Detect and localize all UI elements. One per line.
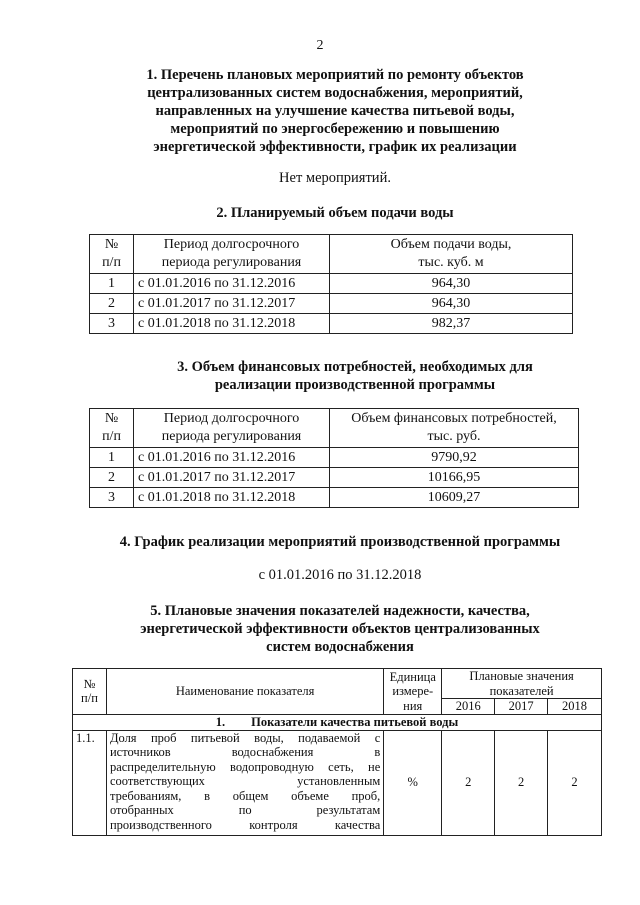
row-value-2016: 2 [442,730,495,835]
row-name-line: источников водоснабжения в [109,745,381,759]
group-num: 1. [215,714,226,729]
row-indicator-name [106,730,383,835]
row-value: 10609,27 [330,488,579,508]
section1-title [120,66,550,156]
section5-title-line: энергетической эффективности объектов централизованных [140,621,540,637]
row-name-line: требованиям, в общем объеме проб, [109,788,381,803]
row-name-line: соответствующих установленным [109,774,381,788]
row-name-line: производственного контроля качества [109,817,381,832]
header-year: 2018 [548,699,602,715]
table-row [90,448,579,468]
header-num: № п/п [90,235,134,274]
row-unit: % [384,730,442,835]
row-value: 964,30 [330,274,573,294]
section1-title-line: 1. Перечень плановых мероприятий по ремонту объектов [146,67,524,83]
row-period: с 01.01.2016 по 31.12.2016 [134,448,330,468]
section3-title-line: реализации производственной программы [214,377,496,393]
row-value: 10166,95 [330,468,579,488]
header-year: 2017 [495,699,548,715]
row-period: с 01.01.2018 по 31.12.2018 [134,314,330,334]
section5-title-line: 5. Плановые значения показателей надежности, качества, [150,603,530,619]
row-name-line: распределительную водопроводную сеть, не [109,759,381,774]
row-period: с 01.01.2017 по 31.12.2017 [134,468,330,488]
section4-title: 4. График реализации мероприятий производственной программы [119,534,561,550]
section1-note: Нет мероприятий. [279,170,391,186]
row-period: с 01.01.2016 по 31.12.2016 [134,274,330,294]
table-row [90,488,579,508]
group-title: Показатели качества питьевой воды [251,714,459,729]
row-value: 9790,92 [330,448,579,468]
header-finance: Объем финансовых потребностей, тыс. руб. [330,409,579,448]
header-planned-values: Плановые значения показателей [442,669,602,699]
row-num: 2 [90,468,134,488]
section3-title [140,358,570,394]
table-row [90,468,579,488]
row-num: 1.1. [73,730,107,835]
header-num: № п/п [73,669,107,715]
indicators-table [72,668,602,836]
row-value: 964,30 [330,294,573,314]
header-num: № п/п [90,409,134,448]
row-period: с 01.01.2018 по 31.12.2018 [134,488,330,508]
row-period: с 01.01.2017 по 31.12.2017 [134,294,330,314]
table-header-row [73,669,602,699]
header-volume: Объем подачи воды, тыс. куб. м [330,235,573,274]
row-value: 982,37 [330,314,573,334]
section1-title-line: направленных на улучшение качества питьевой воды, [155,103,515,119]
row-name-line: Доля проб питьевой воды, подаваемой с [109,730,381,745]
group-label [73,714,602,730]
row-num: 2 [90,294,134,314]
row-num: 3 [90,314,134,334]
section1-title-line: мероприятий по энергосбережению и повышению [170,121,500,137]
section5-title-line: систем водоснабжения [266,639,414,655]
section4-period: с 01.01.2016 по 31.12.2018 [258,567,422,583]
table-header-row [90,409,579,448]
row-name-line: отобранных по результатам [109,803,381,817]
table-row [73,730,602,835]
page-number: 2 [316,38,324,53]
header-period: Период долгосрочного периода регулирования [134,235,330,274]
table-group-row [73,714,602,730]
header-period: Период долгосрочного периода регулирования [134,409,330,448]
header-indicator-name: Наименование показателя [106,669,383,715]
financial-needs-table [89,408,579,508]
section1-title-line: централизованных систем водоснабжения, мероприятий, [147,85,523,101]
header-unit: Единица измере- ния [384,669,442,715]
header-year: 2016 [442,699,495,715]
water-supply-table [89,234,573,334]
table-row [90,294,573,314]
row-value-2017: 2 [495,730,548,835]
row-num: 1 [90,448,134,468]
row-num: 3 [90,488,134,508]
table-header-row [90,235,573,274]
table-row [90,314,573,334]
section5-title [100,602,580,656]
row-num: 1 [90,274,134,294]
section3-title-line: 3. Объем финансовых потребностей, необходимых для [177,359,533,375]
section1-title-line: энергетической эффективности, график их реализации [153,139,517,155]
table-row [90,274,573,294]
section2-title: 2. Планируемый объем подачи воды [216,205,454,221]
row-value-2018: 2 [548,730,602,835]
